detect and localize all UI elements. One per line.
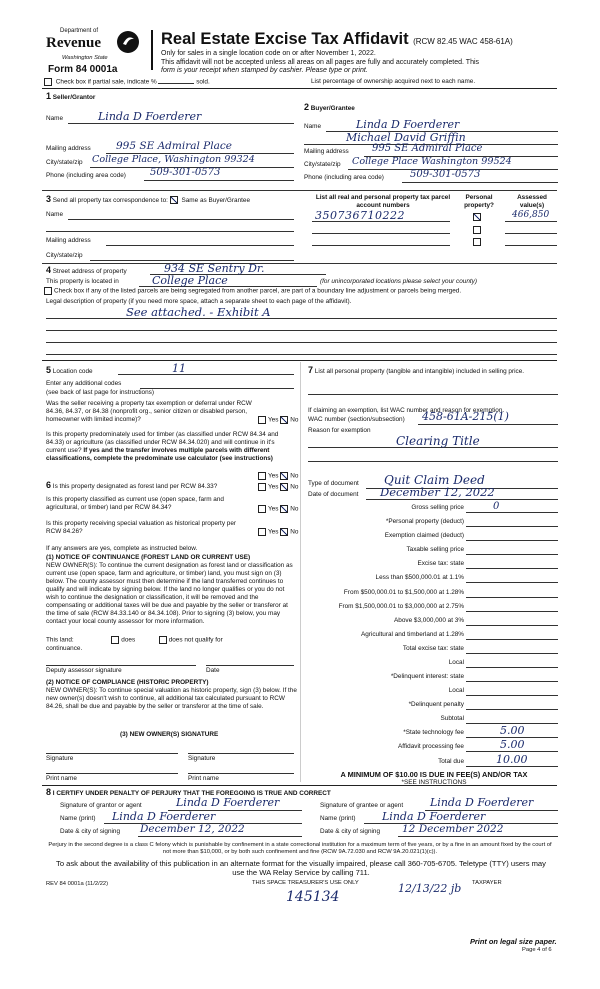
ownership-note: List percentage of ownership acquired next to each name. bbox=[311, 78, 476, 85]
buyer-phone[interactable]: 509-301-0573 bbox=[410, 169, 481, 180]
dor-logo bbox=[42, 28, 142, 74]
total-due[interactable]: 10.00 bbox=[496, 753, 528, 766]
notice3-title: (3) NEW OWNER(S) SIGNATURE bbox=[120, 731, 219, 738]
tax-row-field[interactable] bbox=[466, 709, 558, 710]
buyer-mail-label: Mailing address bbox=[304, 148, 349, 155]
rev-code: REV 84 0001a (11/2/22) bbox=[46, 881, 109, 887]
seller-name[interactable]: Linda D Foerderer bbox=[98, 110, 202, 123]
tax-row-field[interactable] bbox=[466, 554, 558, 555]
located-label: This property is located in bbox=[46, 278, 119, 285]
certify-heading: 8 I CERTIFY UNDER PENALTY OF PERJURY THAT THE FOREGOING IS TRUE AND CORRECT bbox=[46, 787, 331, 797]
this-land-row: This land: does does not qualify for bbox=[46, 636, 223, 644]
seller-phone-label: Phone (including area code) bbox=[46, 172, 126, 179]
segregated-checkbox[interactable] bbox=[44, 287, 52, 295]
tax-row-label: Agricultural and timberland at 1.28% bbox=[360, 630, 464, 638]
legal-label: Legal description of property (if you need more space, attach a separate sheet to each page of the affidavit). bbox=[46, 298, 352, 305]
page-number: Page 4 of 6 bbox=[522, 947, 552, 953]
tax-row-field[interactable] bbox=[466, 568, 558, 569]
rcw-ref: (RCW 82.45 WAC 458-61A) bbox=[413, 37, 513, 46]
dept-state: Washington State bbox=[62, 55, 108, 61]
title-text: Real Estate Excise Tax Affidavit bbox=[161, 30, 409, 48]
tech-fee[interactable]: 5.00 bbox=[500, 724, 525, 737]
receipt-number: 145134 bbox=[286, 889, 340, 905]
tax-row-label: Excise tax: state bbox=[417, 560, 464, 568]
buyer-name2[interactable]: Michael David Griffin bbox=[346, 131, 466, 144]
exemption-label: If claiming an exemption, list WAC number and reason for exemption. bbox=[308, 407, 505, 414]
q-forest-answer: Yes No bbox=[258, 483, 298, 492]
treasurer-label: THIS SPACE TREASURER'S USE ONLY bbox=[252, 880, 359, 886]
taxpayer-label: TAXPAYER bbox=[472, 880, 502, 886]
does-not-checkbox[interactable] bbox=[159, 636, 167, 644]
seller-phone[interactable]: 509-301-0573 bbox=[150, 167, 221, 178]
perjury-notice: Perjury in the second degree is a class C felony which is punishable by confinement in a state correctional institution for a maximum term of five years, or by a fine in an amount fixed by the court of not more than $10,000, or by both such confinement and fine (RCW 9A.72.030 and RCW 9A.20.021(1)(c)). bbox=[48, 842, 552, 856]
tax-row-field[interactable] bbox=[466, 695, 558, 696]
personal-property-checkbox-1[interactable] bbox=[473, 213, 481, 221]
seller-city[interactable]: College Place, Washington 99324 bbox=[92, 154, 255, 165]
wac-number[interactable]: 458-61A-215(1) bbox=[422, 410, 509, 423]
instr-line2: This affidavit will not be accepted unless all areas on all pages are fully and accurately completed. This bbox=[161, 58, 480, 66]
q-timber-answer: Yes No bbox=[258, 472, 298, 481]
tax-row-label: Less than $500,000.01 at 1.1% bbox=[375, 574, 464, 582]
minimum-notice: A MINIMUM OF $10.00 IS DUE IN FEE(S) AND/OR TAX bbox=[340, 770, 528, 779]
tax-row-label: *Personal property (deduct) bbox=[385, 518, 464, 525]
property-location[interactable]: College Place bbox=[152, 274, 228, 287]
doc-type[interactable]: Quit Claim Deed bbox=[384, 473, 485, 487]
grantee-name[interactable]: Linda D Foerderer bbox=[382, 810, 486, 823]
buyer-name-label: Name bbox=[304, 123, 322, 130]
tax-row-label: Local bbox=[448, 659, 464, 666]
tax-row-label: Local bbox=[448, 687, 464, 695]
property-street[interactable]: 934 SE Sentry Dr. bbox=[164, 262, 265, 275]
tech-fee-label: *State technology fee bbox=[403, 729, 464, 736]
tax-row-field[interactable] bbox=[466, 526, 558, 527]
see-instructions: *SEE INSTRUCTIONS bbox=[401, 779, 467, 786]
seller-heading: 1 Seller/Grantor bbox=[46, 91, 96, 101]
affidavit-fee-label: Affidavit processing fee bbox=[398, 743, 464, 750]
q-current-use-answer: Yes No bbox=[258, 505, 298, 514]
does-checkbox[interactable] bbox=[111, 636, 119, 644]
tax-row-field[interactable] bbox=[466, 582, 558, 583]
q-timber: Is this property predominately used for timber (as classified under RCW 84.34 and 84.33) or agriculture (as classified under RCW 84.34.020) and will continue in it's current use? If yes and the transfer involves multiple parcels with different classifications, complete the predominate use calculator (see instructions) bbox=[46, 431, 279, 462]
tax-row-label: From $500,000.01 to $1,500,000 at 1.28% bbox=[343, 588, 464, 596]
tax-row-label: Taxable selling price bbox=[406, 546, 464, 554]
dept-line1: Department of bbox=[60, 28, 99, 34]
seller-city-label: City/state/zip bbox=[46, 159, 83, 166]
same-as-buyer-checkbox[interactable] bbox=[170, 196, 178, 204]
doc-date-label: Date of document bbox=[308, 491, 359, 498]
tax-row-field[interactable] bbox=[466, 540, 558, 541]
grantor-date-label: Date & city of signing bbox=[60, 828, 121, 835]
gross-label: Gross selling price bbox=[411, 504, 464, 511]
segregated-row: Check box if any of the listed parcels are being segregated from another parcel, are part of a boundary line adjustment or parcels being merged. bbox=[44, 287, 461, 296]
assessed-col-header: Assessed value(s) bbox=[517, 194, 547, 209]
doc-type-label: Type of document bbox=[308, 480, 359, 487]
buyer-phone-label: Phone (including area code) bbox=[304, 174, 384, 181]
new-owner-print1: Print name bbox=[46, 775, 77, 782]
buyer-heading: 2 Buyer/Grantee bbox=[304, 102, 355, 112]
personal-col-header: Personal property? bbox=[464, 194, 494, 209]
q-forest: 6 Is this property designated as forest land per RCW 84.33? bbox=[46, 480, 218, 490]
dept-revenue: Revenue bbox=[46, 35, 101, 51]
tax-row-label: From $1,500,000.01 to $3,000,000 at 2.75% bbox=[338, 602, 464, 610]
s3-city-label: City/state/zip bbox=[46, 252, 83, 259]
page-title bbox=[161, 30, 513, 49]
seller-mail[interactable]: 995 SE Admiral Place bbox=[116, 140, 232, 152]
grantor-name[interactable]: Linda D Foerderer bbox=[112, 810, 216, 823]
grantor-date[interactable]: December 12, 2022 bbox=[140, 823, 245, 835]
additional-codes-label: Enter any additional codes bbox=[46, 380, 122, 387]
street-label: 4 Street address of property bbox=[46, 265, 127, 275]
header-divider bbox=[151, 30, 153, 70]
header-instructions bbox=[161, 50, 581, 76]
form-number: Form 84 0001a bbox=[48, 64, 118, 75]
legal-description[interactable]: See attached. - Exhibit A bbox=[126, 305, 271, 319]
affidavit-fee[interactable]: 5.00 bbox=[500, 738, 525, 751]
revenue-logo-icon bbox=[116, 30, 140, 54]
see-back-label: (see back of last page for instructions) bbox=[46, 389, 154, 396]
q-historic: Is this property receiving special valuation as historical property per RCW 84.26? bbox=[46, 520, 237, 535]
grantee-date[interactable]: 12 December 2022 bbox=[402, 823, 504, 835]
parcel-col-header: List all real and personal property tax parcel account numbers bbox=[315, 194, 451, 209]
buyer-city[interactable]: College Place Washington 99524 bbox=[352, 156, 512, 167]
q-historic-answer: Yes No bbox=[258, 528, 298, 537]
grantee-sig-label: Signature of grantee or agent bbox=[320, 802, 404, 809]
located-note: (for unincorporated locations please select your county) bbox=[320, 278, 478, 285]
tax-row-label: Above $3,000,000 at 3% bbox=[394, 616, 464, 624]
tax-row-label: Subtotal bbox=[440, 715, 464, 723]
tax-row-label: Exemption claimed (deduct) bbox=[384, 532, 464, 540]
seller-mail-label: Mailing address bbox=[46, 145, 91, 152]
location-code[interactable]: 11 bbox=[172, 362, 186, 375]
q-exemption-answer: Yes No bbox=[258, 416, 298, 425]
assessed-value-1[interactable]: 466,850 bbox=[512, 210, 550, 220]
personal-property-label: 7 List all personal property (tangible and intangible) included in selling price. bbox=[308, 365, 525, 375]
s3-name-label: Name bbox=[46, 211, 64, 218]
wac-label: WAC number (section/subsection) bbox=[308, 416, 405, 423]
buyer-name1[interactable]: Linda D Foerderer bbox=[356, 118, 460, 131]
alt-format-notice: To ask about the availability of this publication in an alternate format for the visually impaired, please call 360-705-6705. Teletype (TTY) users may use the WA Relay Service by calling 711. bbox=[56, 859, 546, 877]
notice1-title: (1) NOTICE OF CONTINUANCE (FOREST LAND OR CURRENT USE) bbox=[46, 554, 251, 561]
buyer-city-label: City/state/zip bbox=[304, 161, 341, 168]
tax-row-field[interactable] bbox=[466, 597, 558, 598]
q-current-use: Is this property classified as current use (open space, farm and agricultural, or timber) land per RCW 84.34? bbox=[46, 496, 224, 511]
new-owner-print2: Print name bbox=[188, 775, 219, 782]
tax-row-label: Total excise tax: state bbox=[402, 644, 464, 652]
tax-row-field[interactable] bbox=[466, 653, 558, 654]
tax-row-field[interactable] bbox=[466, 625, 558, 626]
legal-paper-note: Print on legal size paper. bbox=[470, 937, 557, 946]
reason-label: Reason for exemption bbox=[308, 427, 371, 434]
new-owner-sig1: Signature bbox=[46, 755, 74, 762]
s3-mail-label: Mailing address bbox=[46, 237, 91, 244]
partial-sale-suffix: sold. bbox=[196, 78, 210, 86]
partial-sale-checkbox[interactable] bbox=[44, 78, 52, 86]
grantee-date-label: Date & city of signing bbox=[320, 828, 381, 835]
grantor-name-label: Name (print) bbox=[60, 815, 96, 822]
buyer-mail[interactable]: 995 SE Admiral Place bbox=[372, 143, 483, 154]
doc-date[interactable]: December 12, 2022 bbox=[380, 485, 495, 499]
gross-price[interactable]: 0 bbox=[493, 501, 500, 512]
total-due-label: Total due bbox=[438, 758, 464, 765]
continuance-label: continuance. bbox=[46, 645, 83, 652]
notice2-body: NEW OWNER(S): To continue special valuation as historic property, sign (3) below. If the new owner(s) doesn't wish to continue, all additional tax calculated pursuant to RCW 84.26, shall be due and payable by the seller or transferor at the time of sale. bbox=[46, 687, 297, 710]
if-yes-note: If any answers are yes, complete as instructed below. bbox=[46, 545, 198, 552]
partial-sale-label: Check box if partial sale, indicate % bbox=[55, 78, 157, 86]
seller-name-label: Name bbox=[46, 115, 64, 122]
tax-row-label: *Delinquent interest: state bbox=[390, 673, 464, 681]
section3-heading: 3 Send all property tax correspondence to: Same as Buyer/Grantee bbox=[46, 194, 251, 204]
grantee-name-label: Name (print) bbox=[320, 815, 356, 822]
personal-property-checkbox-2[interactable] bbox=[473, 226, 481, 234]
tax-row-field[interactable] bbox=[466, 681, 558, 682]
tax-row-label: *Delinquent penalty bbox=[408, 701, 464, 709]
instr-line3: form is your receipt when stamped by cashier. Please type or print. bbox=[161, 67, 368, 74]
notice2-title: (2) NOTICE OF COMPLIANCE (HISTORIC PROPERTY) bbox=[46, 679, 209, 686]
personal-property-checkbox-3[interactable] bbox=[473, 238, 481, 246]
tax-row-field[interactable] bbox=[466, 667, 558, 668]
grantor-signature[interactable]: Linda D Foerderer bbox=[176, 796, 280, 809]
tax-row-field[interactable] bbox=[466, 611, 558, 612]
tax-row-field[interactable] bbox=[466, 639, 558, 640]
stamp-date: 12/13/22 jb bbox=[398, 882, 462, 895]
new-owner-sig2: Signature bbox=[188, 755, 216, 762]
grantor-sig-label: Signature of grantor or agent bbox=[60, 802, 142, 809]
exemption-reason[interactable]: Clearing Title bbox=[396, 434, 480, 448]
q-exemption: Was the seller receiving a property tax exemption or deferral under RCW 84.36, 84.37, or 84.38 (nonprofit org., senior citizen or disabled person, homeowner with limited income)? bbox=[46, 400, 252, 423]
notice1-body: NEW OWNER(S): To continue the current designation as forest land or classification as current use (open space, farm and agriculture, or timber) land, you must sign on (3) below. The county assessor must then determine if the land transferred continues to qualify and will indicate by signing below. If the land no longer qualifies or you do not wish to continue the designation or classification, it will be removed and the compensating or additional taxes will be due and payable by the seller or transferor at the time of sale (RCW 84.33.140 or 84.34.108). Prior to signing (3) below, you may contact your local county assessor for more information. bbox=[46, 562, 293, 625]
location-code-label: 5 Location code bbox=[46, 365, 93, 375]
partial-sale-row bbox=[44, 78, 210, 87]
deputy-sig-label: Deputy assessor signature bbox=[46, 667, 122, 674]
parcel-number-1[interactable]: 350736710222 bbox=[315, 209, 405, 222]
instr-line1: Only for sales in a single location code on or after November 1, 2022. bbox=[161, 50, 376, 57]
deputy-date-label: Date bbox=[206, 667, 220, 674]
grantee-signature[interactable]: Linda D Foerderer bbox=[430, 796, 534, 809]
